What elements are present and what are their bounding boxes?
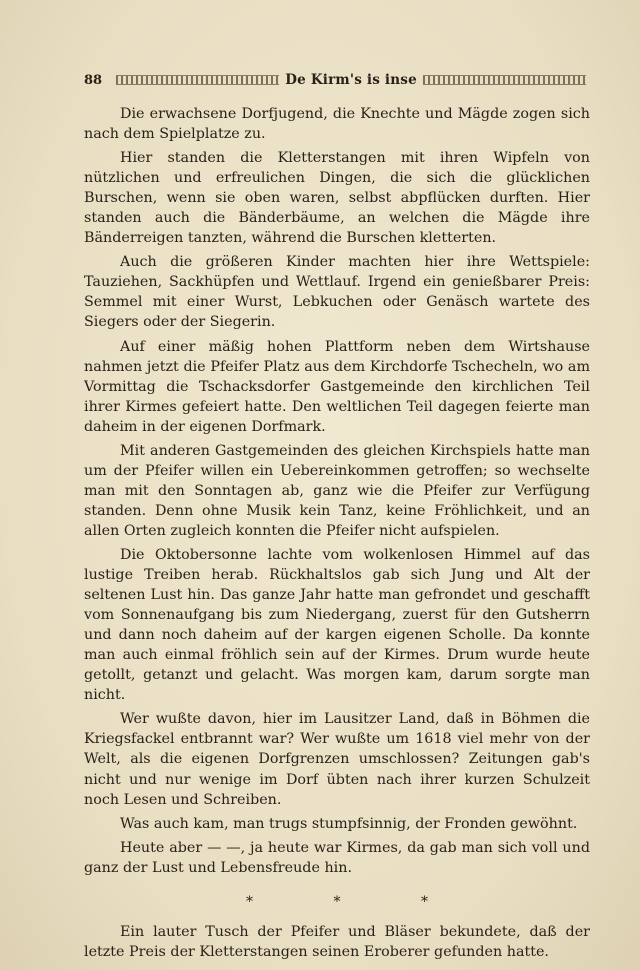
paragraph: Die erwachsene Dorfjugend, die Knechte und Mägde zogen sich nach dem Spielplatze zu.: [84, 106, 590, 143]
paragraph: Auf einer mäßig hohen Plattform neben dem Wirtshause nahmen jetzt die Pfeifer Platz aus dem Kirchdorfe Tschecheln, wo am Vormittag die Tschacksdorfer Gastgemeinde den kirchlichen Teil ihrer Kirmes gefeiert hatte. Den weltlichen Teil dagegen feierte man daheim in der eigenen Dorfmark.: [84, 338, 590, 435]
paragraph: Ein lauter Tusch der Pfeifer und Bläser bekundete, daß der letzte Preis der Kletterstangen seinen Eroberer gefunden hatte.: [84, 923, 590, 960]
paragraph: Die Oktobersonne lachte vom wolkenlosen Himmel auf das lustige Treiben herab. Rückhaltslos gab sich Jung und Alt der seltenen Lust hin. Das ganze Jahr hatte man gefrondet und geschafft vom Sonnenaufgang bis zum Niedergang, zuerst für den Gutsherrn und dann noch daheim auf der kargen eigenen Scholle. Da konnte man auch einmal fröhlich sein auf der Kirmes. Drum wurde heute getollt, getanzt und gelacht. Was morgen kam, darum sorgte man nicht.: [84, 546, 590, 704]
paragraph: Heute aber — —, ja heute war Kirmes, da gab man sich voll und ganz der Lust und Lebensfreude hin.: [84, 839, 590, 876]
paragraph: Hier standen die Kletterstangen mit ihren Wipfeln von nützlichen und erfreulichen Dingen, die sich die glücklichen Burschen, wenn sie oben waren, selbst abpflücken durften. Hier standen auch die Bänderbäume, an welchen die Mägde ihre Bänderreigen tanzten, während die Burschen kletterten.: [84, 150, 590, 247]
paragraph: Auch die größeren Kinder machten hier ihre Wettspiele: Tauziehen, Sackhüpfen und Wettlauf. Irgend ein genießbarer Preis: Semmel mit einer Wurst, Lebkuchen oder Genäsch wartete des Siegers oder der Siegerin.: [84, 254, 590, 331]
paragraph: Wer wußte davon, hier im Lausitzer Land, daß in Böhmen die Kriegsfackel entbrannt war? Wer wußte um 1618 viel mehr von der Welt, als die eigenen Dorfgrenzen umschlossen? Zeitungen gab's nicht und nur wenige im Dorf übten nach ihrer kurzen Schulzeit noch Lesen und Schreiben.: [84, 711, 590, 808]
running-title: De Kirm's is inse: [285, 72, 417, 88]
paragraph: Mit anderen Gastgemeinden des gleichen Kirchspiels hatte man um der Pfeifer willen ein Uebereinkommen getroffen; so wechselte man mit den Sonntagen ab, ganz wie die Pfeifer zur Verfügung standen. Denn ohne Musik kein Tanz, keine Fröhlichkeit, und an allen Orten zugleich konnten die Pfeifer nicht aufspielen.: [84, 442, 590, 539]
header-ornament-right: [423, 75, 586, 85]
header-ornament-left: [116, 75, 279, 85]
paragraph: Was auch kam, man trugs stumpfsinnig, der Fronden gewöhnt.: [120, 815, 578, 832]
section-separator: * * *: [246, 893, 466, 910]
page-number: 88: [84, 72, 103, 88]
page-header: [84, 70, 592, 90]
body-text: [84, 104, 590, 966]
